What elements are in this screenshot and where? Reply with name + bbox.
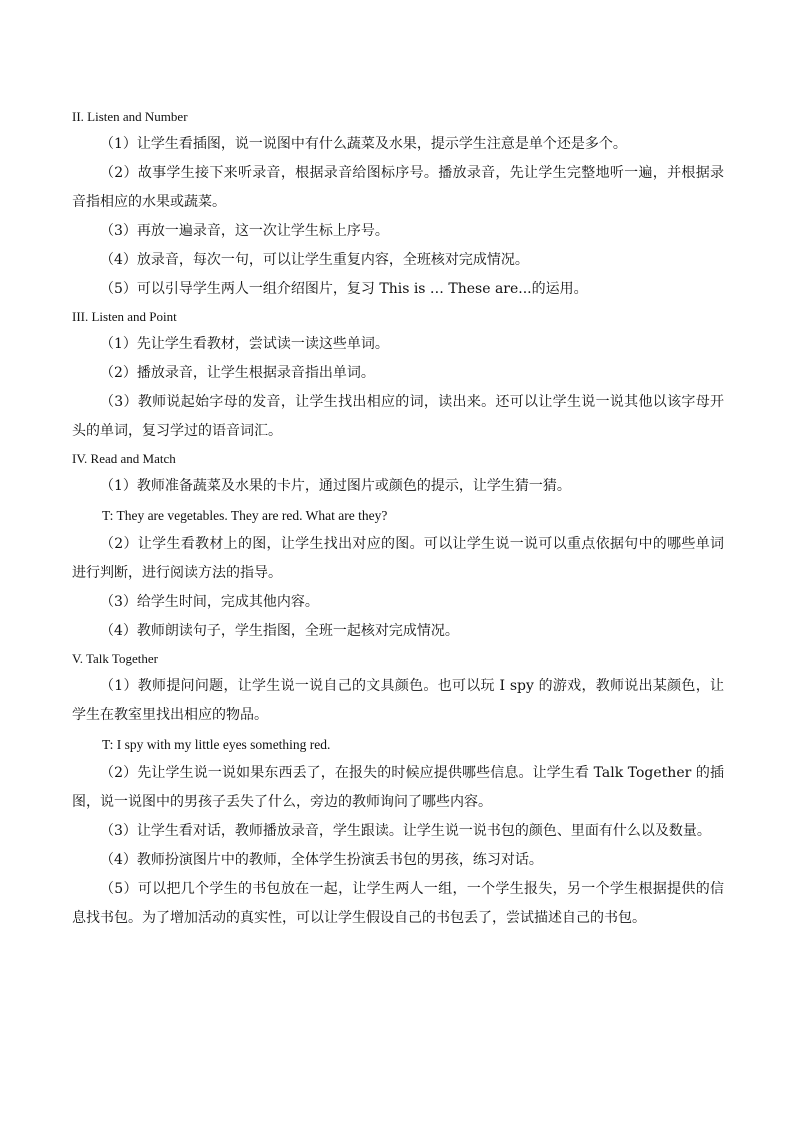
step-paragraph: （4）教师朗读句子，学生指图，全班一起核对完成情况。 (100, 623, 459, 639)
step-paragraph: （3）给学生时间，完成其他内容。 (100, 594, 319, 610)
section-heading: III. Listen and Point (72, 309, 177, 324)
step-paragraph: （1）先让学生看教材，尝试读一读这些单词。 (100, 336, 389, 352)
step-paragraph: （3）再放一遍录音，这一次让学生标上序号。 (100, 223, 389, 239)
step-paragraph: （5）可以引导学生两人一组介绍图片，复习 This is … These are...的运用。 (100, 281, 588, 297)
step-paragraph: （5）可以把几个学生的书包放在一起，让学生两人一组，一个学生报失，另一个学生根据提供的信息找书包。为了增加活动的真实性，可以让学生假设自己的书包丢了，尝试描述自己的书包。 (72, 881, 724, 926)
section-heading: IV. Read and Match (72, 451, 176, 466)
section-1 (72, 104, 724, 304)
step-paragraph: （2）播放录音，让学生根据录音指出单词。 (100, 365, 375, 381)
section-3 (72, 446, 724, 646)
section-heading: V. Talk Together (72, 651, 158, 666)
step-paragraph: （2）让学生看教材上的图，让学生找出对应的图。可以让学生说一说可以重点依据句中的哪些单词进行判断，进行阅读方法的指导。 (72, 536, 724, 581)
step-paragraph: （1）让学生看插图，说一说图中有什么蔬菜及水果，提示学生注意是单个还是多个。 (100, 136, 627, 152)
section-4 (72, 646, 724, 933)
section-heading: II. Listen and Number (72, 109, 188, 124)
step-paragraph: （1）教师提问问题，让学生说一说自己的文具颜色。也可以玩 I spy 的游戏，教师说出某颜色，让学生在教室里找出相应的物品。 (72, 678, 724, 723)
document-body (72, 104, 724, 933)
dialog-line: T: I spy with my little eyes something red. (102, 737, 331, 752)
step-paragraph: （3）教师说起始字母的发音，让学生找出相应的词，读出来。还可以让学生说一说其他以该字母开头的单词，复习学过的语音词汇。 (72, 394, 724, 439)
step-paragraph: （2）先让学生说一说如果东西丢了，在报失的时候应提供哪些信息。让学生看 Talk Together 的插图，说一说图中的男孩子丢失了什么，旁边的教师询问了哪些内容。 (72, 765, 724, 810)
step-paragraph: （3）让学生看对话，教师播放录音，学生跟读。让学生说一说书包的颜色、里面有什么以及数量。 (100, 823, 711, 839)
dialog-line: T: They are vegetables. They are red. What are they? (102, 508, 388, 523)
step-paragraph: （1）教师准备蔬菜及水果的卡片，通过图片或颜色的提示，让学生猜一猜。 (100, 478, 571, 494)
step-paragraph: （2）故事学生接下来听录音，根据录音给图标序号。播放录音，先让学生完整地听一遍，并根据录音指相应的水果或蔬菜。 (72, 165, 724, 210)
step-paragraph: （4）教师扮演图片中的教师，全体学生扮演丢书包的男孩，练习对话。 (100, 852, 543, 868)
section-2 (72, 304, 724, 446)
step-paragraph: （4）放录音，每次一句，可以让学生重复内容，全班核对完成情况。 (100, 252, 529, 268)
